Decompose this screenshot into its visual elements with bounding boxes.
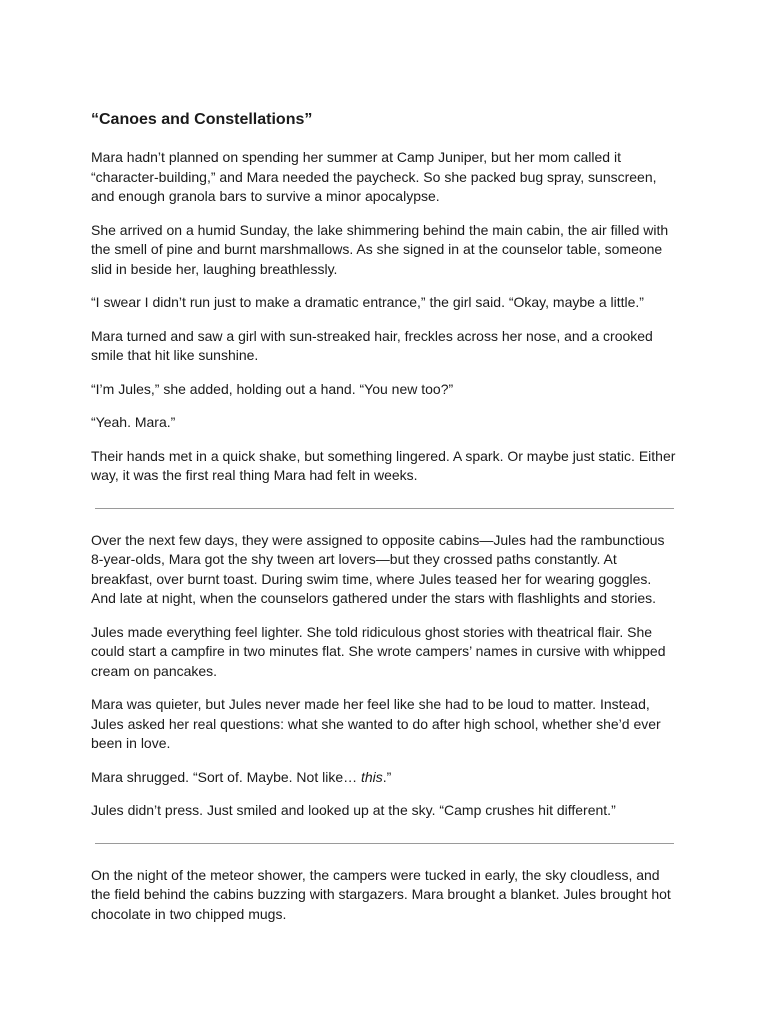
paragraph-shrug — [91, 768, 678, 788]
section-divider — [95, 508, 674, 509]
paragraph: Their hands met in a quick shake, but something lingered. A spark. Or maybe just static. Either way, it was the first real thing Mara had felt in weeks. — [91, 447, 676, 483]
paragraph: Mara turned and saw a girl with sun-streaked hair, freckles across her nose, and a crooked smile that hit like sunshine. — [91, 327, 653, 363]
paragraph: Jules made everything feel lighter. She told ridiculous ghost stories with theatrical flair. She could start a campfire in two minutes flat. She wrote campers’ names in cursive with whipped cream on pancakes. — [91, 623, 666, 679]
paragraph: “Yeah. Mara.” — [91, 414, 176, 430]
paragraph: Mara hadn’t planned on spending her summer at Camp Juniper, but her mom called it “character-building,” and Mara needed the paycheck. So she packed bug spray, sunscreen, and enough granola bars to survive a minor apocalypse. — [91, 149, 657, 204]
section-divider — [95, 843, 674, 844]
paragraph: “I’m Jules,” she added, holding out a hand. “You new too?” — [91, 380, 454, 397]
story-title: “Canoes and Constellations” — [91, 111, 313, 128]
paragraph: “I swear I didn’t run just to make a dramatic entrance,” the girl said. “Okay, maybe a little.” — [91, 294, 644, 310]
shrug-emphasis: this — [361, 768, 383, 785]
paragraph: On the night of the meteor shower, the campers were tucked in early, the sky cloudless, and the field behind the cabins buzzing with stargazers. Mara brought a blanket. Jules brought hot chocolate in two chipped mugs. — [91, 866, 671, 922]
shrug-text-after: .” — [382, 768, 392, 785]
shrug-text-before: Mara shrugged. “Sort of. Maybe. Not like… — [91, 768, 361, 785]
paragraph: She arrived on a humid Sunday, the lake shimmering behind the main cabin, the air filled with the smell of pine and burnt marshmallows. As she signed in at the counselor table, someone slid in beside her, laughing breathlessly. — [91, 221, 669, 277]
paragraph: Jules didn’t press. Just smiled and looked up at the sky. “Camp crushes hit different.” — [91, 802, 616, 818]
paragraph: Mara was quieter, but Jules never made her feel like she had to be loud to matter. Instead, Jules asked her real questions: what she wanted to do after high school, whether she’d ever been in love. — [91, 696, 661, 751]
paragraph: Over the next few days, they were assigned to opposite cabins—Jules had the rambunctious 8-year-olds, Mara got the shy tween art lovers—but they crossed paths constantly. At breakfast, over burnt toast. During swim time, where Jules teased her for wearing goggles. And late at night, when the counselors gathered under the stars with flashlights and stories. — [91, 531, 665, 606]
